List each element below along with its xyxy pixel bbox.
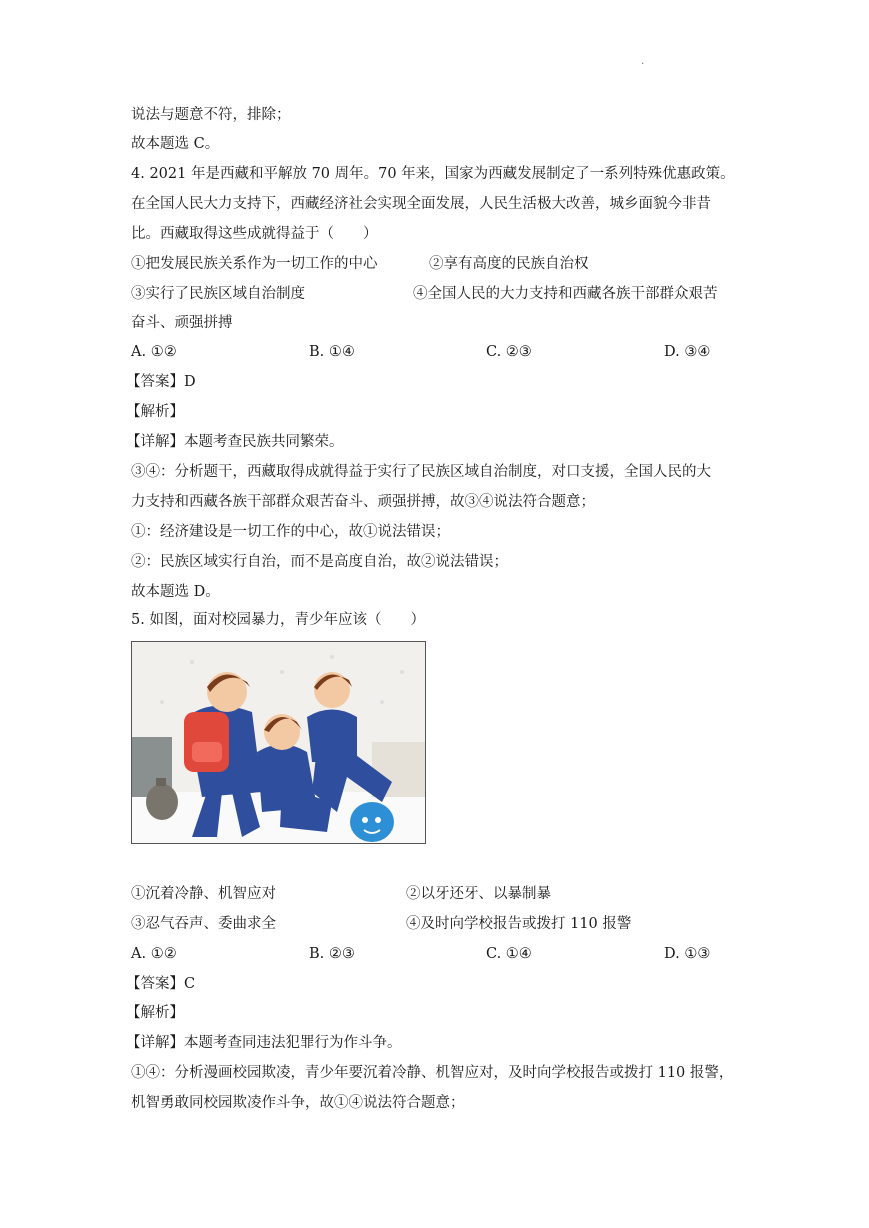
q4-choice-c: C. ②③	[486, 344, 532, 360]
q4-option-2: ②享有高度的民族自治权	[429, 256, 589, 272]
question-4-stem: 在全国人民大力支持下，西藏经济社会实现全面发展，人民生活极大改善，城乡面貌今非昔	[131, 196, 711, 212]
q4-choice-b: B. ①④	[309, 344, 355, 360]
q4-explanation: 力支持和西藏各族干部群众艰苦奋斗、顽强拼搏，故③④说法符合题意；	[131, 494, 595, 510]
q5-detail: 【详解】本题考查同违法犯罪行为作斗争。	[126, 1035, 402, 1051]
q5-answer: 【答案】C	[126, 976, 196, 992]
q4-option-4-cont: 奋斗、顽强拼搏	[131, 315, 233, 331]
q5-option-2: ②以牙还牙、以暴制暴	[406, 886, 551, 902]
text-line: 故本题选 C。	[131, 136, 220, 152]
question-4-stem: 4. 2021 年是西藏和平解放 70 周年。70 年来，国家为西藏发展制定了一系列特殊优惠政策。	[131, 166, 735, 182]
q5-option-1: ①沉着冷静、机智应对	[131, 886, 276, 902]
q5-option-4: ④及时向学校报告或拨打 110 报警	[406, 916, 632, 932]
q5-choice-c: C. ①④	[486, 946, 532, 962]
question-5-stem: 5. 如图，面对校园暴力，青少年应该（ ）	[131, 612, 425, 628]
q5-option-3: ③忍气吞声、委曲求全	[131, 916, 276, 932]
q4-explanation: ③④：分析题干，西藏取得成就得益于实行了民族区域自治制度，对口支援，全国人民的大	[131, 464, 711, 480]
q4-option-3: ③实行了民族区域自治制度	[131, 286, 305, 302]
q4-explanation: ②：民族区域实行自治，而不是高度自治，故②说法错误；	[131, 554, 508, 570]
q4-explanation: ①：经济建设是一切工作的中心，故①说法错误；	[131, 524, 450, 540]
q4-choice-a: A. ①②	[131, 344, 177, 360]
q4-option-1: ①把发展民族关系作为一切工作的中心	[131, 256, 378, 272]
q4-choice-d: D. ③④	[664, 344, 711, 360]
q4-answer: 【答案】D	[126, 374, 196, 390]
text-line: 说法与题意不符，排除；	[131, 107, 291, 123]
q5-choice-a: A. ①②	[131, 946, 177, 962]
q5-choice-b: B. ②③	[309, 946, 355, 962]
q4-option-4: ④全国人民的大力支持和西藏各族干部群众艰苦	[413, 286, 718, 302]
q5-explanation: 机智勇敢同校园欺凌作斗争，故①④说法符合题意；	[131, 1095, 465, 1111]
q5-explanation: ①④：分析漫画校园欺凌，青少年要沉着冷静、机智应对，及时向学校报告或拨打 110 报警，	[131, 1065, 734, 1081]
q4-conclusion: 故本题选 D。	[131, 584, 220, 600]
header-dot: .	[641, 56, 645, 67]
q4-analysis-heading: 【解析】	[126, 404, 184, 420]
school-bullying-illustration	[131, 641, 426, 844]
question-4-stem: 比。西藏取得这些成就得益于（ ）	[131, 226, 378, 242]
q5-analysis-heading: 【解析】	[126, 1005, 184, 1021]
cartoon-image	[132, 642, 426, 844]
q5-choice-d: D. ①③	[664, 946, 711, 962]
q4-detail: 【详解】本题考查民族共同繁荣。	[126, 434, 344, 450]
